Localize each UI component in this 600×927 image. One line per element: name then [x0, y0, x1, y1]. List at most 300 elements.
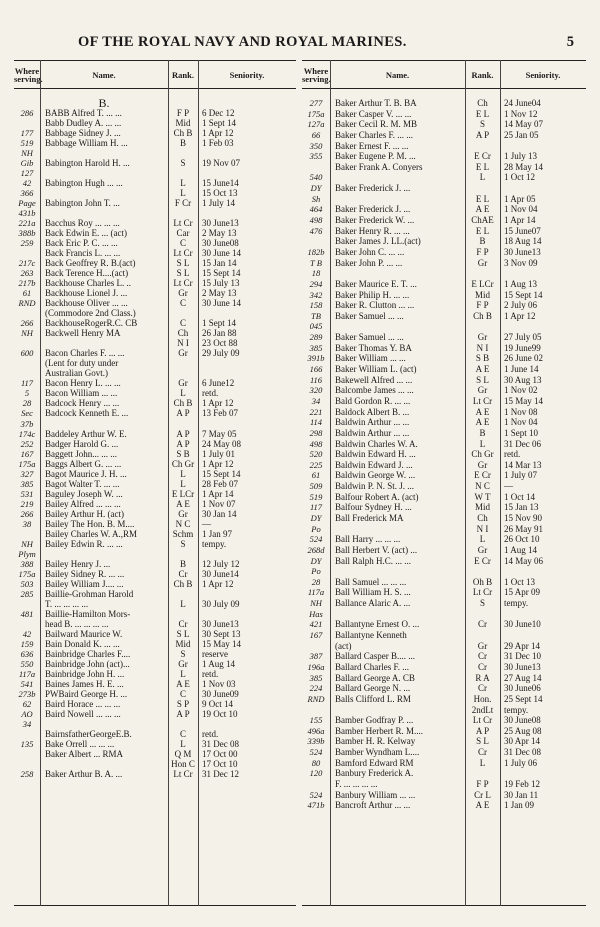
table-row [302, 204, 586, 215]
cell-name: Baldock Albert B. ... [335, 406, 410, 417]
cell-rank: Ch Gr [471, 449, 494, 460]
cell-where: 277 [309, 98, 323, 108]
table-bottom-rule [302, 905, 586, 906]
cell-seniority [500, 183, 586, 194]
cell-rank: C [179, 298, 186, 309]
cell-where: 117a [307, 587, 325, 598]
table-row [302, 364, 586, 375]
cell-seniority: 30 June13 [504, 246, 541, 257]
cell-where [14, 118, 40, 128]
cell-seniority: 9 Oct 14 [202, 698, 233, 709]
cell-where [14, 619, 40, 629]
cell-seniority: 1 Jan 97 [202, 528, 232, 539]
cell-seniority [500, 141, 586, 152]
cell-where: 481 [20, 608, 34, 619]
cell-where: 350 [309, 140, 323, 151]
cell-name [40, 549, 168, 559]
cell-name: Bailey Henry J. ... [45, 558, 111, 569]
cell-rank: L [479, 438, 486, 449]
cell-where: Gib [20, 158, 34, 169]
table-row [302, 449, 586, 460]
cell-rank: L [479, 757, 486, 768]
cell-seniority: — [202, 518, 211, 529]
cell-name: Backhouse Oliver ... ... [45, 298, 128, 309]
table-row [302, 598, 586, 609]
table-row [14, 118, 296, 128]
cell-where [302, 236, 330, 247]
cell-name: Bamber Wyndham L.... [335, 747, 420, 758]
table-row [302, 747, 586, 758]
table-row [302, 353, 586, 364]
cell-rank: Gr [477, 332, 488, 343]
cell-where: Sh [311, 193, 321, 204]
cell-where: 28 [311, 576, 321, 587]
cell-seniority: 15 May 14 [202, 638, 241, 649]
cell-name: Balfour Sydney H. ... [335, 502, 412, 513]
cell-seniority: 15 May 14 [504, 395, 543, 406]
cell-name [40, 208, 168, 218]
cell-where: 524 [309, 534, 323, 545]
cell-where: 541 [20, 678, 34, 689]
table-row [14, 459, 296, 469]
cell-seniority: 30 June08 [504, 715, 541, 726]
cell-rank: F Cr [174, 198, 192, 209]
cell-name: (Lent for duty under [45, 358, 119, 369]
table-row [14, 368, 296, 378]
cell-rank: E Cr [474, 470, 491, 481]
table-row [302, 311, 586, 322]
cell-name: Banbury Frederick A. [335, 768, 414, 779]
table-header-rule [14, 88, 296, 89]
cell-where: 196a [307, 661, 325, 672]
cell-seniority: 1 Nov 04 [504, 204, 538, 215]
cell-where: 421 [309, 619, 323, 630]
table-row [302, 481, 586, 492]
table-row [302, 332, 586, 343]
cell-where: 61 [311, 470, 321, 481]
cell-name: Bagot Maurice J. H. ... [45, 468, 127, 479]
table-row [302, 492, 586, 503]
cell-name: Bacon Henry L. ... ... [45, 378, 121, 389]
table-row [302, 502, 586, 513]
table-row [14, 298, 296, 308]
cell-where: 120 [309, 768, 323, 779]
cell-where: 339b [307, 736, 325, 747]
cell-name: Baldwin P. N. St. J. ... [335, 481, 415, 492]
table-row [302, 524, 586, 535]
cell-seniority: 3 Nov 09 [504, 257, 538, 268]
table-row [14, 589, 296, 599]
cell-rank: Car [176, 228, 190, 239]
cell-seniority: 30 Apr 14 [504, 736, 540, 747]
cell-seniority: 15 Sept 14 [202, 468, 241, 479]
cell-seniority: 1 Feb 03 [202, 138, 234, 149]
right-table [302, 60, 586, 906]
cell-name [40, 419, 168, 429]
cell-rank: L [180, 598, 186, 609]
table-row [14, 238, 296, 248]
cell-seniority: 30 July 09 [202, 598, 240, 609]
cell-rank [465, 630, 500, 641]
table-row [14, 268, 296, 278]
cell-name [40, 188, 168, 198]
cell-name: Baldwin Arthur ... ... [335, 417, 410, 428]
cell-name: Baird Horace ... ... ... [45, 698, 121, 709]
cell-name [330, 524, 465, 535]
cell-rank: B [179, 558, 186, 569]
cell-rank: Gr [477, 459, 488, 470]
cell-rank: L [479, 172, 486, 183]
cell-rank: L [180, 188, 186, 199]
table-row [302, 513, 586, 524]
cell-seniority: 15 Nov 90 [504, 512, 542, 523]
cell-name: Backwell Henry MA [45, 328, 121, 339]
cell-where: 158 [309, 300, 323, 311]
cell-rank: Lt Cr [472, 715, 493, 726]
cell-name: Baker Frank A. Conyers [335, 161, 423, 172]
cell-seniority: 25 Jan 05 [504, 129, 539, 140]
cell-rank: L [180, 178, 186, 189]
table-row [14, 719, 296, 729]
cell-name: Baggett John... ... ... [45, 448, 117, 459]
cell-name: Babington John T. ... [45, 198, 120, 209]
table-row [302, 460, 586, 471]
table-row [302, 428, 586, 439]
cell-where [14, 759, 40, 769]
cell-seniority: 1 Sept 14 [202, 118, 237, 129]
cell-seniority [500, 268, 586, 279]
cell-name: Bacon Charles F. ... ... [45, 348, 125, 359]
table-row [14, 489, 296, 499]
cell-where: 045 [309, 321, 323, 332]
table-row [14, 168, 296, 178]
header-rank: Rank. [172, 70, 194, 80]
cell-name: Bamber Godfray P. ... [335, 715, 414, 726]
cell-where: RND [18, 298, 36, 309]
table-row [14, 158, 296, 168]
cell-name: Baker John C. ... ... [335, 246, 405, 257]
cell-rank: Cr [478, 683, 487, 694]
cell-seniority [198, 368, 296, 378]
cell-rank: Mid [474, 502, 490, 513]
cell-name: (act) [335, 640, 352, 651]
cell-seniority: 1 Nov 07 [202, 498, 236, 509]
table-row [302, 587, 586, 598]
cell-seniority [198, 358, 296, 368]
table-row [14, 639, 296, 649]
cell-rank: Lt Cr [173, 218, 193, 229]
cell-name: Ball Frederick MA [335, 512, 404, 523]
cell-name: Baldwin Charles W. A. [335, 438, 418, 449]
cell-where [14, 529, 40, 539]
cell-name: Baker Henry R. ... ... [335, 225, 410, 236]
cell-rank: Cr [478, 651, 487, 662]
cell-where [302, 641, 330, 652]
cell-rank: A E [176, 678, 190, 689]
cell-seniority: — [504, 481, 513, 492]
cell-where [302, 162, 330, 173]
cell-where: 217b [18, 278, 36, 289]
cell-rank [465, 141, 500, 152]
cell-where: 498 [309, 438, 323, 449]
cell-where: 273b [18, 688, 36, 699]
cell-rank: L [180, 739, 186, 749]
cell-seniority: 6 Dec 12 [202, 108, 235, 119]
cell-seniority [198, 148, 296, 158]
cell-where: 116 [309, 374, 323, 385]
cell-seniority [198, 208, 296, 218]
cell-name: Baker Casper V. ... ... [335, 108, 412, 119]
cell-where: 519 [20, 138, 34, 149]
cell-name: Baker Frederick J. ... [335, 204, 411, 215]
cell-name: Banbury William ... ... [335, 789, 416, 800]
cell-seniority: 19 Nov 07 [202, 158, 240, 169]
cell-name: Babbage William H. ... [45, 138, 128, 149]
cell-where [14, 248, 40, 258]
cell-rank: Gr [477, 385, 488, 396]
cell-name: Bacchus Roy ... ... ... [45, 218, 120, 229]
table-row [14, 759, 296, 769]
table-row [302, 726, 586, 737]
header-name: Name. [92, 70, 116, 80]
table-row [14, 308, 296, 318]
cell-rank: B [479, 236, 486, 247]
cell-seniority: 17 Oct 00 [202, 749, 238, 760]
table-row [302, 705, 586, 716]
cell-name: Back Eric P. C. ... ... [45, 238, 118, 249]
cell-where: 498 [309, 215, 323, 226]
table-row [14, 659, 296, 669]
cell-rank: Gr [178, 348, 188, 359]
cell-where: 117 [20, 378, 34, 389]
cell-name [330, 566, 465, 577]
cell-where: 224 [309, 683, 323, 694]
cell-name: Bainbridge John H. ... [45, 668, 125, 679]
cell-name: Ball William H. S. ... [335, 587, 411, 598]
cell-name: Bald Gordon R. ... ... [335, 395, 411, 406]
cell-rank: A E [475, 364, 490, 375]
table-header-rule [302, 88, 586, 89]
cell-rank: E L [475, 193, 490, 204]
cell-name [40, 759, 168, 769]
cell-where: 219 [20, 498, 34, 509]
cell-seniority: 7 May 05 [202, 428, 237, 439]
table-row [14, 328, 296, 338]
cell-name: Babbage Sidney J. ... [45, 128, 121, 139]
cell-where [14, 729, 40, 739]
cell-rank: Ch [477, 512, 488, 523]
table-row [302, 619, 586, 630]
cell-rank: E L [475, 108, 490, 119]
cell-seniority: 2 May 13 [202, 228, 237, 239]
cell-seniority: 26 June 02 [504, 353, 543, 364]
cell-where: 127 [20, 168, 34, 179]
table-row [302, 375, 586, 386]
cell-rank: Oh B [472, 576, 493, 587]
cell-where: Page [18, 198, 36, 209]
table-row [14, 619, 296, 629]
cell-rank: Cr [478, 661, 487, 672]
cell-name: Bain Donald K. ... ... [45, 638, 120, 649]
cell-name: Baker Arthur B. A. ... [45, 769, 123, 780]
cell-seniority [198, 609, 296, 619]
table-row [14, 629, 296, 639]
cell-where: 177 [20, 128, 34, 139]
cell-seniority: 14 May 06 [504, 555, 543, 566]
cell-seniority: 15 June14 [202, 178, 239, 189]
cell-seniority [500, 609, 586, 620]
table-row [14, 769, 296, 779]
table-row [302, 683, 586, 694]
table-row [302, 758, 586, 769]
cell-name: Baker R. Clutton ... ... [335, 300, 415, 311]
cell-name: BairnsfatherGeorgeE.B. [45, 728, 132, 739]
cell-rank: E Cr [474, 555, 491, 566]
cell-seniority: 30 Jan 11 [504, 789, 539, 800]
cell-seniority: 30 June13 [202, 218, 239, 229]
table-row [14, 699, 296, 709]
cell-seniority: 2 May 13 [202, 288, 237, 299]
cell-rank: Lt Cr [173, 248, 193, 259]
cell-rank: Ch B [473, 310, 492, 321]
cell-seniority: tempy. [202, 538, 227, 549]
table-row [14, 138, 296, 148]
table-row [14, 519, 296, 529]
cell-where: NH [310, 598, 322, 609]
cell-where: 175a [18, 568, 36, 579]
cell-rank: A E [176, 498, 190, 509]
cell-name: Bailey Alfred ... ... ... [45, 498, 121, 509]
cell-where: 266 [20, 318, 34, 329]
cell-seniority: 14 May 07 [504, 119, 543, 130]
cell-seniority [198, 308, 296, 318]
cell-rank [465, 768, 500, 779]
cell-seniority: 29 Apr 14 [504, 640, 540, 651]
cell-seniority [198, 419, 296, 429]
cell-rank [168, 589, 198, 599]
cell-where: NH [21, 328, 33, 339]
cell-where: 366 [20, 188, 34, 199]
page-title: OF THE ROYAL NAVY AND ROYAL MARINES. [78, 34, 407, 50]
cell-seniority: 1 Oct 12 [504, 172, 535, 183]
cell-rank: A P [475, 725, 490, 736]
cell-seniority: 1 Apr 12 [504, 310, 536, 321]
table-row [14, 288, 296, 298]
cell-name: Bailey The Hon. B. M.... [45, 518, 135, 529]
cell-seniority: 30 Aug 13 [504, 374, 542, 385]
cell-name: Baddeley Arthur W. E. [45, 428, 127, 439]
cell-where: 127a [307, 119, 325, 130]
cell-rank: Lt Cr [173, 278, 193, 289]
cell-seniority: 31 Dec 08 [504, 747, 541, 758]
cell-rank: S P [176, 698, 190, 709]
table-row [14, 98, 296, 108]
cell-rank: N C [175, 518, 191, 529]
cell-rank: E Cr [474, 151, 491, 162]
cell-rank: Gr [178, 658, 188, 669]
table-row [14, 128, 296, 138]
table-row [14, 449, 296, 459]
cell-where: 225 [309, 459, 323, 470]
cell-name: Ballard George A. CB [335, 672, 415, 683]
cell-name: Baguley Joseph W. ... [45, 488, 123, 499]
table-row [14, 529, 296, 539]
cell-seniority: 28 Feb 07 [202, 478, 238, 489]
table-row [14, 258, 296, 268]
cell-name: Baker Charles F. ... ... [335, 129, 414, 140]
cell-where: 174c [18, 428, 36, 439]
cell-where: 471b [307, 800, 325, 811]
cell-rank: E LCr [171, 488, 195, 499]
cell-seniority [198, 168, 296, 178]
cell-name: Baillie-Hamilton Mors- [45, 608, 131, 619]
table-row [14, 338, 296, 348]
cell-name [330, 609, 465, 620]
cell-name: Baker Samuel ... ... [335, 310, 404, 321]
cell-where: TB [311, 310, 321, 321]
table-row [14, 188, 296, 198]
cell-seniority: 1 Jan 09 [504, 800, 534, 811]
cell-rank: A P [176, 438, 190, 449]
cell-where: 217c [18, 258, 36, 269]
cell-where: 266 [20, 508, 34, 519]
cell-where: 117 [309, 502, 323, 513]
cell-name [330, 705, 465, 716]
cell-seniority: 15 June07 [504, 225, 541, 236]
cell-seniority: 1 Apr 12 [202, 578, 234, 589]
cell-rank: W T [474, 491, 491, 502]
table-row [14, 559, 296, 569]
cell-rank: Q M [174, 749, 192, 760]
cell-where: 503 [20, 578, 34, 589]
cell-name: Bainbridge John (act)... [45, 658, 130, 669]
page-number: 5 [566, 34, 574, 50]
table-row [14, 469, 296, 479]
cell-where: 294 [309, 278, 323, 289]
cell-rank: A E [475, 417, 490, 428]
cell-rank: Hon C [171, 759, 195, 770]
cell-where: 509 [309, 481, 323, 492]
table-row [302, 577, 586, 588]
cell-where: 61 [22, 288, 32, 299]
table-row [302, 534, 586, 545]
cell-seniority: retd. [202, 728, 219, 739]
cell-rank: Mid [175, 638, 191, 649]
cell-seniority: retd. [504, 449, 521, 460]
cell-where: 18 [311, 268, 321, 279]
cell-seniority: 1 Aug 14 [202, 658, 236, 669]
cell-rank: S B [176, 448, 190, 459]
cell-rank: A P [475, 129, 490, 140]
table-row [302, 566, 586, 577]
cell-seniority: 15 Sept 14 [504, 289, 543, 300]
table-row [302, 790, 586, 801]
cell-rank: Gr [178, 508, 188, 519]
cell-where: 496a [307, 725, 325, 736]
cell-name: Australian Govt.) [45, 368, 108, 379]
cell-where: 342 [309, 289, 323, 300]
cell-seniority: 31 Dec 10 [504, 651, 541, 662]
cell-rank: Cr [478, 747, 487, 758]
cell-name: (Commodore 2nd Class.) [45, 308, 136, 319]
table-row [14, 499, 296, 509]
cell-seniority [198, 719, 296, 729]
cell-seniority: 1 July 13 [504, 151, 538, 162]
cell-seniority [198, 98, 296, 108]
cell-where: 5 [24, 388, 30, 399]
cell-rank [168, 549, 198, 559]
table-row [302, 545, 586, 556]
